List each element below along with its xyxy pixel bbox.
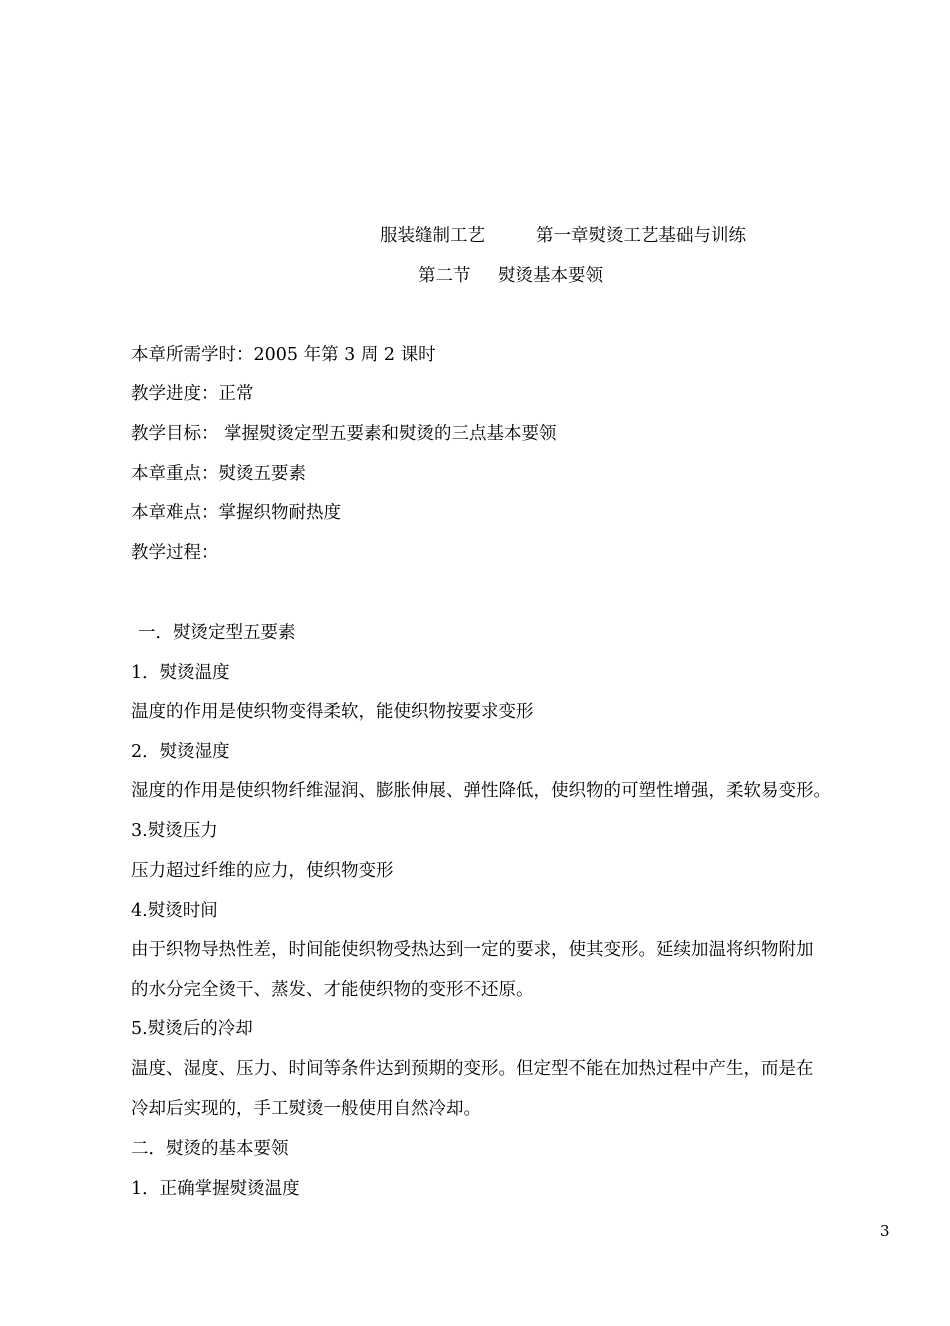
section-number: 第二节 (418, 266, 471, 286)
meta-progress: 教学进度：正常 (131, 384, 254, 404)
meta-process: 教学过程： (131, 543, 219, 563)
meta-focus: 本章重点：熨烫五要素 (131, 464, 306, 484)
item3-text: 压力超过纤维的应力，使织物变形 (131, 861, 394, 881)
course-title: 服装缝制工艺 (380, 226, 485, 246)
item3-heading: 3.熨烫压力 (131, 821, 218, 841)
item4-heading: 4.熨烫时间 (131, 901, 218, 921)
meta-goal: 教学目标： 掌握熨烫定型五要素和熨烫的三点基本要领 (131, 424, 557, 444)
section-title: 熨烫基本要领 (498, 266, 603, 286)
item2-heading: 2．熨烫湿度 (131, 742, 230, 762)
item2-text: 湿度的作用是使织物纤维湿润、膨胀伸展、弹性降低，使织物的可塑性增强，柔软易变形。 (131, 781, 831, 801)
item5-heading: 5.熨烫后的冷却 (131, 1019, 253, 1039)
part2-heading: 二．熨烫的基本要领 (131, 1139, 289, 1159)
item5-text-line1: 温度、湿度、压力、时间等条件达到预期的变形。但定型不能在加热过程中产生，而是在 (131, 1059, 814, 1079)
meta-hours: 本章所需学时：2005 年第 3 周 2 课时 (131, 345, 436, 365)
part1-heading: 一．熨烫定型五要素 (138, 623, 296, 643)
chapter-title: 第一章熨烫工艺基础与训练 (536, 226, 746, 246)
item1-heading: 1．熨烫温度 (131, 663, 230, 683)
item5-text-line2: 冷却后实现的，手工熨烫一般使用自然冷却。 (131, 1099, 481, 1119)
page-number: 3 (880, 1222, 890, 1240)
part2-item1: 1．正确掌握熨烫温度 (131, 1179, 300, 1199)
meta-difficulty: 本章难点：掌握织物耐热度 (131, 503, 341, 523)
item4-text-line2: 的水分完全烫干、蒸发、才能使织物的变形不还原。 (131, 980, 534, 1000)
item4-text-line1: 由于织物导热性差，时间能使织物受热达到一定的要求，使其变形。延续加温将织物附加 (131, 940, 814, 960)
item1-text: 温度的作用是使织物变得柔软，能使织物按要求变形 (131, 702, 534, 722)
